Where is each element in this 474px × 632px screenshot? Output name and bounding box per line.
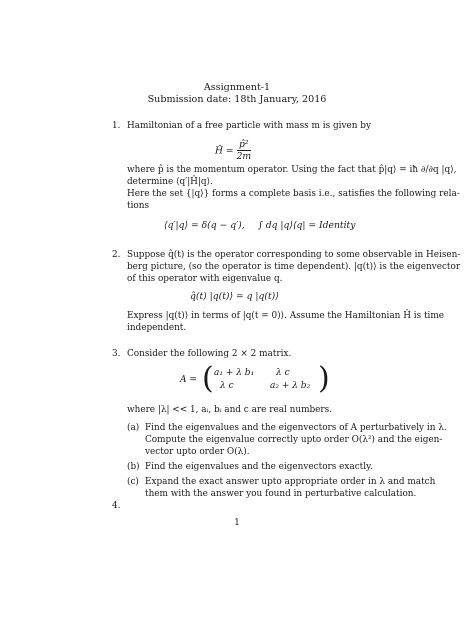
- subpart-text: Find the eigenvalues and the eigenvectors exactly.: [145, 462, 373, 472]
- fraction-denominator: 2m: [236, 151, 252, 162]
- matrix-cell: a₂ + λ b₂: [270, 381, 311, 391]
- question-2-number: 2.: [112, 250, 121, 260]
- page-number: 1: [234, 518, 240, 528]
- matrix-cell: λ c: [220, 381, 234, 391]
- question-3-text: where |λ| << 1, aᵢ, bᵢ and c are real numbers.: [127, 405, 333, 415]
- matrix-cell: a₁ + λ b₁: [214, 368, 255, 378]
- submission-date: Submission date: 18th January, 2016: [147, 94, 327, 105]
- subpart-label: (a): [127, 423, 140, 433]
- question-3-text: Consider the following 2 × 2 matrix.: [127, 349, 292, 359]
- question-2-text: Suppose q̂(t) is the operator corresponding to some observable in Heisen-: [127, 250, 461, 260]
- question-2-text: Express |q(t)⟩ in terms of |q(t = 0)⟩. Assume the Hamiltonian Ĥ is time: [127, 311, 445, 321]
- subpart-text: Find the eigenvalues and the eigenvectors of A perturbatively in λ.: [145, 423, 447, 433]
- subpart-label: (b): [127, 462, 140, 472]
- question-3-number: 3.: [112, 349, 121, 359]
- hamiltonian-lhs: Ĥ =: [215, 145, 234, 157]
- subpart-text: Expand the exact answer upto appropriate order in λ and match: [145, 477, 436, 487]
- question-2-text: independent.: [127, 323, 187, 333]
- question-1-text: tions: [127, 201, 150, 211]
- question-1-text: where p̂ is the momentum operator. Using the fact that p̂|q⟩ = iħ ∂/∂q |q⟩,: [127, 165, 457, 175]
- right-paren: ): [318, 361, 330, 396]
- question-1-text: Here the set {|q⟩} forms a complete basis i.e., satisfies the following rela-: [127, 189, 460, 199]
- subpart-text: Compute the eigenvalue correctly upto order O(λ²) and the eigen-: [145, 435, 443, 445]
- subpart-label: (c): [127, 477, 139, 487]
- question-1-number: 1.: [112, 121, 121, 131]
- matrix-lhs: A =: [180, 375, 197, 385]
- question-2-text: of this operator with eigenvalue q.: [127, 274, 283, 284]
- assignment-title: Assignment-1: [203, 82, 271, 93]
- question-2-text: berg picture, (so the operator is time dependent). |q(t)⟩ is the eigenvector: [127, 262, 461, 272]
- fraction-numerator: p̂²: [237, 140, 252, 151]
- matrix-cell: λ c: [276, 368, 290, 378]
- eigenvalue-equation: q̂(t) |q(t)⟩ = q |q(t)⟩: [190, 291, 279, 302]
- completeness-relation: ∫ dq |q⟩⟨q| = Identity: [258, 220, 356, 231]
- subpart-text: vector upto order O(λ).: [145, 447, 250, 457]
- question-4-number: 4.: [112, 501, 121, 511]
- question-1-text: determine ⟨q′|Ĥ|q⟩.: [127, 177, 213, 187]
- subpart-text: them with the answer you found in perturbative calculation.: [145, 489, 417, 499]
- question-1-text: Hamiltonian of a free particle with mass m is given by: [127, 121, 371, 131]
- left-paren: (: [202, 361, 214, 396]
- orthonormality-relation: ⟨q′|q⟩ = δ(q − q′),: [164, 220, 245, 231]
